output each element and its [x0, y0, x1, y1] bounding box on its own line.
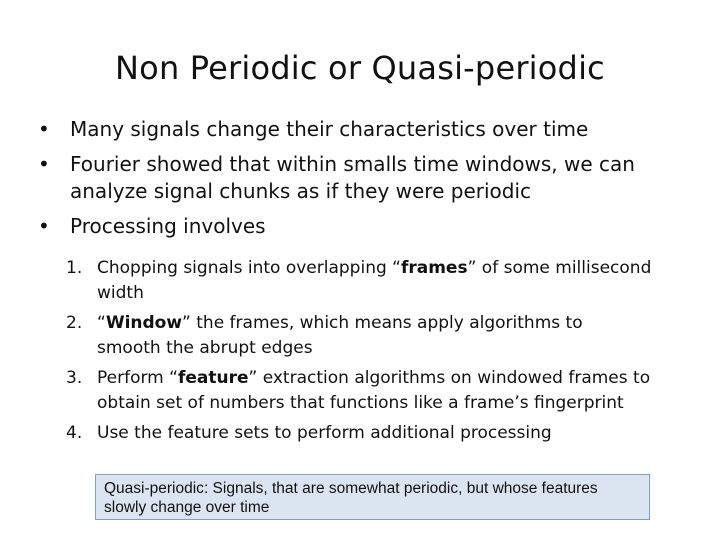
- bullet-dot: •: [38, 152, 50, 176]
- item-line: Use the feature sets to perform additional processing: [97, 423, 552, 443]
- slide-title: Non Periodic or Quasi-periodic: [115, 49, 605, 87]
- bullet-text: Fourier showed that within smalls time windows, we can: [70, 152, 635, 176]
- bullet-item: [38, 116, 688, 143]
- bold-term: Window: [105, 313, 183, 333]
- numbered-item: [66, 256, 696, 305]
- numbered-item: [66, 366, 696, 415]
- bullet-item: [38, 213, 688, 240]
- item-number: 3.: [66, 368, 83, 388]
- item-line: Perform “feature” extraction algorithms on windowed frames to: [97, 368, 651, 388]
- item-number: 4.: [66, 423, 83, 443]
- bullet-dot: •: [38, 117, 50, 141]
- bold-term: feature: [177, 368, 249, 388]
- item-number: 2.: [66, 313, 83, 333]
- bullet-item: [38, 151, 688, 205]
- item-line: obtain set of numbers that functions like a frame’s fingerprint: [97, 392, 624, 413]
- bullet-list: [38, 116, 688, 248]
- callout-term: Quasi-periodic: [104, 480, 204, 497]
- bullet-text: analyze signal chunks as if they were periodic: [70, 179, 532, 203]
- bold-term: frames: [400, 258, 468, 278]
- item-line: width: [97, 282, 144, 303]
- item-line: smooth the abrupt edges: [97, 337, 313, 358]
- item-number: 1.: [66, 258, 83, 278]
- bullet-dot: •: [38, 214, 50, 238]
- bullet-text: Processing involves: [70, 214, 266, 238]
- item-line: “Window” the frames, which means apply algorithms to: [97, 313, 583, 333]
- callout-definition: : Signals, that are somewhat periodic, but whose features slowly change over time: [104, 480, 598, 516]
- numbered-item: [66, 311, 696, 360]
- numbered-list: [66, 256, 696, 452]
- numbered-item: [66, 421, 696, 446]
- bullet-text: Many signals change their characteristics over time: [70, 117, 589, 141]
- item-line: Chopping signals into overlapping “frames” of some millisecond: [97, 258, 652, 278]
- definition-callout: [95, 474, 650, 520]
